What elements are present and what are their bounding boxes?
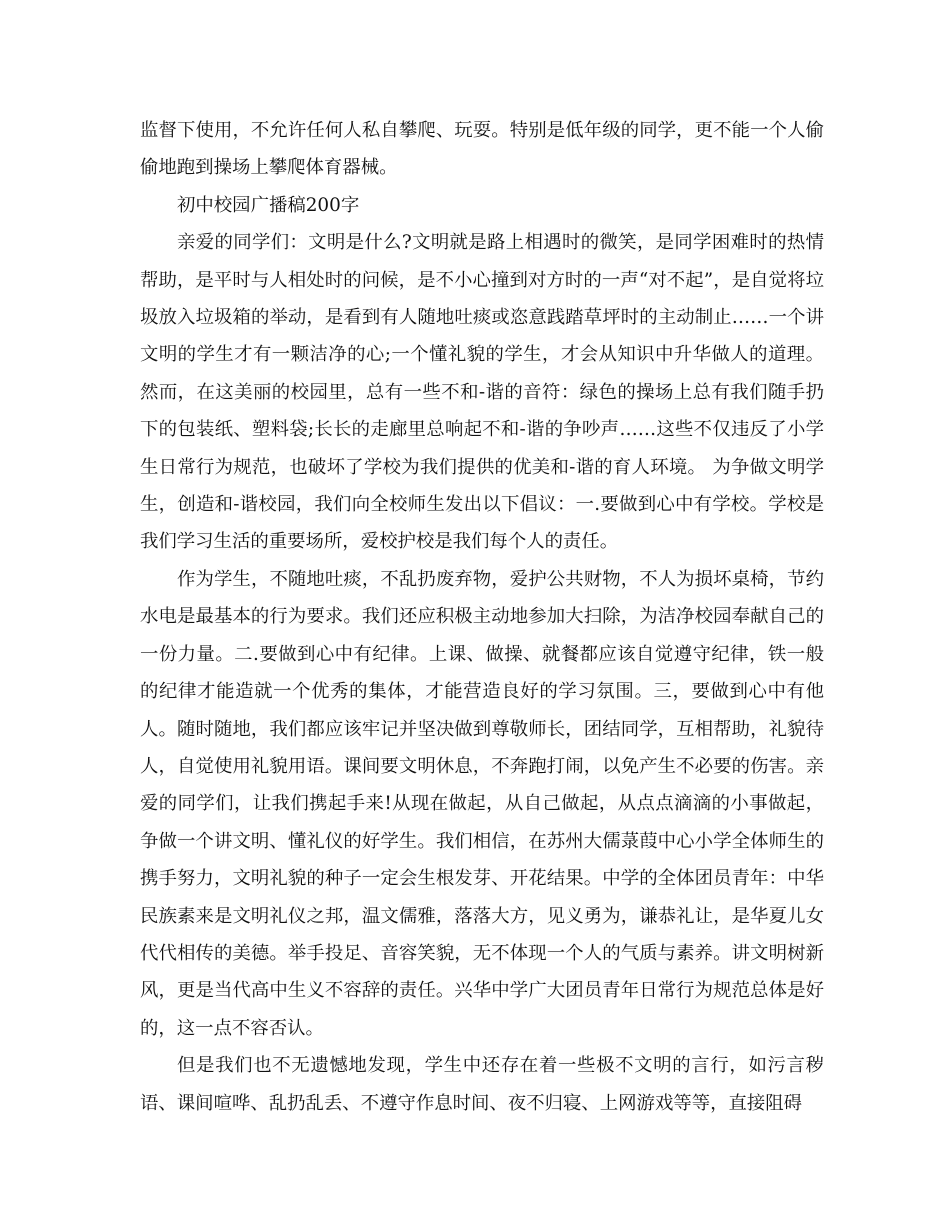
document-body: [140, 112, 824, 1122]
paragraph: 亲爱的同学们：文明是什么?文明就是路上相遇时的微笑，是同学困难时的热情帮助，是平时与人相处时的问候，是不小心撞到对方时的一声“对不起”，是自觉将垃圾放入垃圾箱的举动，是看到有人随地吐痰或恣意践踏草坪时的主动制止……一个讲文明的学生才有一颗洁净的心;一个懂礼貌的学生，才会从知识中升华做人的道理。 然而，在这美丽的校园里，总有一些不和-谐的音符：绿色的操场上总有我们随手扔下的包装纸、塑料袋;长长的走廊里总响起不和-谐的争吵声……这些不仅违反了小学生日常行为规范，也破坏了学校为我们提供的优美和-谐的育人环境。 为争做文明学生，创造和-谐校园，我们向全校师生发出以下倡议：一.要做到心中有学校。学校是我们学习生活的重要场所，爱校护校是我们每个人的责任。: [140, 232, 824, 553]
paragraph: 作为学生，不随地吐痰，不乱扔废弃物，爱护公共财物，不人为损坏桌椅，节约水电是最基本的行为要求。我们还应积极主动地参加大扫除，为洁净校园奉献自己的一份力量。二.要做到心中有纪律。上课、做操、就餐都应该自觉遵守纪律，铁一般的纪律才能造就一个优秀的集体，才能营造良好的学习氛围。三，要做到心中有他人。随时随地，我们都应该牢记并坚决做到尊敬师长，团结同学，互相帮助，礼貌待人，自觉使用礼貌用语。课间要文明休息，不奔跑打闹，以免产生不必要的伤害。亲爱的同学们，让我们携起手来!从现在做起，从自己做起，从点点滴滴的小事做起，争做一个讲文明、懂礼仪的好学生。我们相信，在苏州大儒菉葭中心小学全体师生的携手努力，文明礼貌的种子一定会生根发芽、开花结果。中学的全体团员青年：中华民族素来是文明礼仪之邦，温文儒雅，落落大方，见义勇为，谦恭礼让，是华夏儿女代代相传的美德。举手投足、音容笑貌，无不体现一个人的气质与素养。讲文明树新风，更是当代高中生义不容辞的责任。兴华中学广大团员青年日常行为规范总体是好的，这一点不容否认。: [140, 568, 824, 1039]
paragraph: 但是我们也不无遗憾地发现，学生中还存在着一些极不文明的言行，如污言秽语、课间喧哗、乱扔乱丢、不遵守作息时间、夜不归寝、上网游戏等等，直接阻碍: [140, 1055, 824, 1114]
paragraph-continuation: 监督下使用，不允许任何人私自攀爬、玩耍。特别是低年级的同学，更不能一个人偷偷地跑到操场上攀爬体育器械。: [140, 120, 824, 179]
section-heading: 初中校园广播稿200字: [177, 194, 360, 216]
